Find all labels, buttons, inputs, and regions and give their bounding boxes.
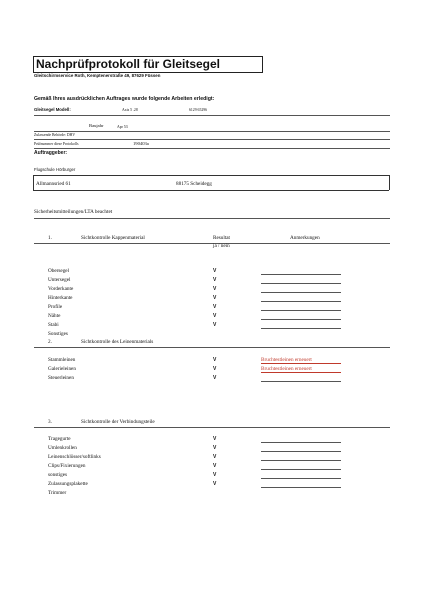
section-2-title: Sichtkontrolle des Leinenmaterials xyxy=(81,339,154,345)
protocol-number-label: Prüfnummer diese Protokolls xyxy=(34,142,79,146)
model-value: Axis 5 .28 xyxy=(122,108,138,112)
remarks-header: Anmerkungen xyxy=(290,235,320,241)
service-address: Gleitschirmservice Roth, Kemptenerstraße 49, 87629 Füssen xyxy=(34,73,161,78)
section-3-title: Sichtkontrolle der Verbindungsteile xyxy=(81,419,155,425)
remark-line xyxy=(261,292,341,293)
baujahr-underline xyxy=(34,131,390,132)
item-label: Leinenschlösser/softlinks xyxy=(48,454,101,460)
check-mark: V xyxy=(213,268,217,274)
item-label: Tragegurte xyxy=(48,436,71,442)
item-label: Vorderkante xyxy=(48,286,74,292)
check-mark: V xyxy=(213,436,217,442)
remark-line xyxy=(261,310,341,311)
item-label: Zulassungsplakette xyxy=(48,481,88,487)
model-number: 6129 65296 xyxy=(189,108,208,112)
section-3-underline xyxy=(34,427,390,428)
item-label: Stabi xyxy=(48,322,59,328)
item-label: Steuerleinen xyxy=(48,375,74,381)
section-1-title: Sichtkontrolle Kappenmaterial xyxy=(81,235,145,241)
client-label: Auftraggeber: xyxy=(34,150,68,156)
check-mark: V xyxy=(213,357,217,363)
model-label: Gleitsegel Modell: xyxy=(34,107,71,112)
remark-line xyxy=(261,451,341,452)
baujahr-label: Baujahr xyxy=(89,123,104,128)
client-box-top xyxy=(33,175,389,176)
client-street: Allmannsried 61 xyxy=(36,181,71,187)
client-name: Flugschule Hörburger xyxy=(34,167,76,172)
section-2-underline xyxy=(34,347,390,348)
section-1-underline xyxy=(34,243,390,244)
safety-underline xyxy=(34,218,390,219)
check-mark: V xyxy=(213,322,217,328)
item-label: Stammleinen xyxy=(48,357,76,363)
check-mark: V xyxy=(213,286,217,292)
check-mark: V xyxy=(213,304,217,310)
remark-line xyxy=(261,460,341,461)
check-mark: V xyxy=(213,313,217,319)
protocol-number-underline xyxy=(34,148,390,149)
authority-underline xyxy=(34,139,390,140)
section-3-number: 3. xyxy=(48,419,52,425)
remark-line xyxy=(261,372,341,373)
client-box-bottom xyxy=(33,190,389,191)
item-label: Sonstiges xyxy=(48,331,68,337)
item-label: Hinterkante xyxy=(48,295,73,301)
remark-line xyxy=(261,469,341,470)
remark-line xyxy=(261,487,341,488)
client-box-left xyxy=(33,175,34,190)
remark-line xyxy=(261,381,341,382)
item-label: Umlenkrollen xyxy=(48,445,77,451)
remark-line xyxy=(261,328,341,329)
remark-line xyxy=(261,301,341,302)
remark-line xyxy=(261,319,341,320)
check-mark: V xyxy=(213,295,217,301)
remark-line xyxy=(261,478,341,479)
check-mark: V xyxy=(213,375,217,381)
document-title: Nachprüfprotokoll für Gleitsegel xyxy=(36,57,221,71)
client-box-right xyxy=(389,175,390,190)
client-city: 88175 Scheidegg xyxy=(176,181,212,187)
yes-no-header: ja / nein xyxy=(213,243,230,249)
authority-label: Zulassende Behörde: DHV xyxy=(34,133,76,137)
safety-note: Sicherheitsmitteilungen/LTA beachtet xyxy=(34,209,113,215)
item-label: Trimmer xyxy=(48,490,67,496)
check-mark: V xyxy=(213,366,217,372)
check-mark: V xyxy=(213,463,217,469)
item-label: Untersegel xyxy=(48,277,71,283)
remark-text: Bruchtestleinen erneuert xyxy=(261,357,312,363)
check-mark: V xyxy=(213,472,217,478)
remark-line xyxy=(261,363,341,364)
remark-line xyxy=(261,274,341,275)
remark-line xyxy=(261,442,341,443)
section-1-number: 1. xyxy=(48,235,52,241)
protocol-number-value: 190403a xyxy=(133,141,149,146)
check-mark: V xyxy=(213,481,217,487)
item-label: Profile xyxy=(48,304,63,310)
section-2-number: 2. xyxy=(48,339,52,345)
item-label: sonstiges xyxy=(48,472,68,478)
item-label: Galerieleinen xyxy=(48,366,76,372)
item-label: Obersegel xyxy=(48,268,70,274)
remark-line xyxy=(261,283,341,284)
item-label: Nähte xyxy=(48,313,61,319)
model-underline xyxy=(34,115,390,116)
remark-text: Bruchtestleinen erneuert xyxy=(261,366,312,372)
check-mark: V xyxy=(213,445,217,451)
item-label: Clips/Fixierungen xyxy=(48,463,86,469)
result-header: Resultat xyxy=(213,235,231,241)
baujahr-value: Apr 53 xyxy=(117,125,128,129)
intro-text: Gemäß Ihres ausdrücklichen Auftrages wurde folgende Arbeiten erledigt: xyxy=(34,96,215,102)
check-mark: V xyxy=(213,454,217,460)
check-mark: V xyxy=(213,277,217,283)
